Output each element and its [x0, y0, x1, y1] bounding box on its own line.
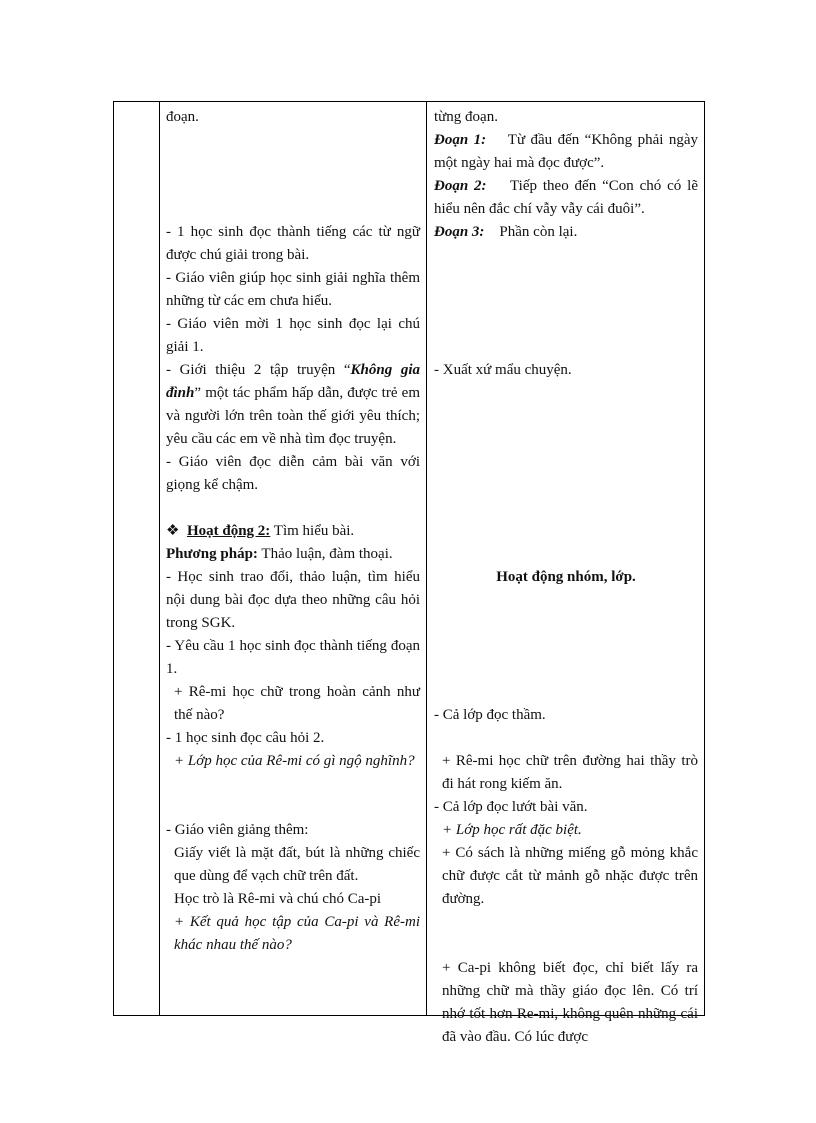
- list-item: - Giới thiệu 2 tập truyện “Không gia đình” một tác phẩm hấp dẫn, được trẻ em và người lớn trên toàn thế giới yêu thích; yêu cầu các em về nhà tìm đọc truyện.: [166, 362, 421, 447]
- segment-3: Đoạn 3: Phần còn lại.: [434, 224, 578, 240]
- text-line: đoạn.: [166, 109, 199, 125]
- answer: + Rê-mi học chữ trên đường hai thầy trò đi hát rong kiếm ăn.: [442, 753, 698, 792]
- text-line: từng đoạn.: [434, 109, 498, 125]
- list-item: - Yêu cầu 1 học sinh đọc thành tiếng đoạn 1.: [166, 638, 420, 677]
- list-item: - 1 học sinh đọc thành tiếng các từ ngữ được chú giải trong bài.: [166, 224, 420, 263]
- list-item: - Cả lớp đọc lướt bài văn.: [434, 799, 588, 815]
- diamond-bullet-icon: ❖: [166, 523, 180, 539]
- list-item: - Xuất xứ mẩu chuyện.: [434, 362, 572, 378]
- list-item: - 1 học sinh đọc câu hỏi 2.: [166, 730, 325, 746]
- segment-1: Đoạn 1: Từ đầu đến “Không phải ngày một ngày hai mà đọc được”.: [434, 132, 698, 171]
- answer: + Có sách là những miếng gỗ mỏng khắc chữ được cắt từ mảnh gỗ nhặc được trên đường.: [442, 845, 698, 907]
- lesson-table: [113, 101, 705, 1045]
- text-line: Học trò là Rê-mi và chú chó Ca-pi: [174, 891, 382, 907]
- question: + Lớp học của Rê-mi có gì ngộ nghĩnh?: [174, 753, 415, 769]
- list-item: - Giáo viên giảng thêm:: [166, 822, 309, 838]
- list-item: - Giáo viên mời 1 học sinh đọc lại chú giải 1.: [166, 316, 420, 355]
- book-title: Không gia đình: [166, 362, 421, 401]
- list-item: - Cả lớp đọc thầm.: [434, 707, 546, 723]
- answer: + Ca-pi không biết đọc, chỉ biết lấy ra những chữ mà thầy giáo đọc lên. Có trí nhớ tốt hơn Re-mi, không quên những cái đã vào đầu. Có lúc được: [442, 960, 698, 1045]
- question: + Rê-mi học chữ trong hoàn cảnh như thế nào?: [174, 684, 420, 723]
- text-line: Giấy viết là mặt đất, bút là những chiếc que dùng để vạch chữ trên đất.: [174, 845, 420, 884]
- question: + Kết quả học tập của Ca-pi và Rê-mi khác nhau thế nào?: [174, 914, 420, 953]
- column-divider-2: [426, 102, 427, 1015]
- list-item: - Học sinh trao đổi, thảo luận, tìm hiểu nội dung bài đọc dựa theo những câu hỏi trong SGK.: [166, 569, 420, 631]
- list-item: - Giáo viên giúp học sinh giải nghĩa thêm những từ các em chưa hiểu.: [166, 270, 420, 309]
- teacher-activities-column: [166, 102, 420, 957]
- activity-heading: ❖ Hoạt động 2: Tìm hiểu bài.: [166, 523, 355, 539]
- list-item: - Giáo viên đọc diễn cảm bài văn với giọng kể chậm.: [166, 454, 420, 493]
- segment-2: Đoạn 2: Tiếp theo đến “Con chó có lẽ hiểu nên đắc chí vẫy vẫy cái đuôi”.: [434, 178, 699, 217]
- column-divider-1: [159, 102, 160, 1015]
- group-activity-heading: Hoạt động nhóm, lớp.: [496, 569, 636, 585]
- student-activities-column: [434, 102, 698, 1049]
- method-line: Phương pháp: Thảo luận, đàm thoại.: [166, 546, 393, 562]
- answer: + Lớp học rất đặc biệt.: [442, 822, 582, 838]
